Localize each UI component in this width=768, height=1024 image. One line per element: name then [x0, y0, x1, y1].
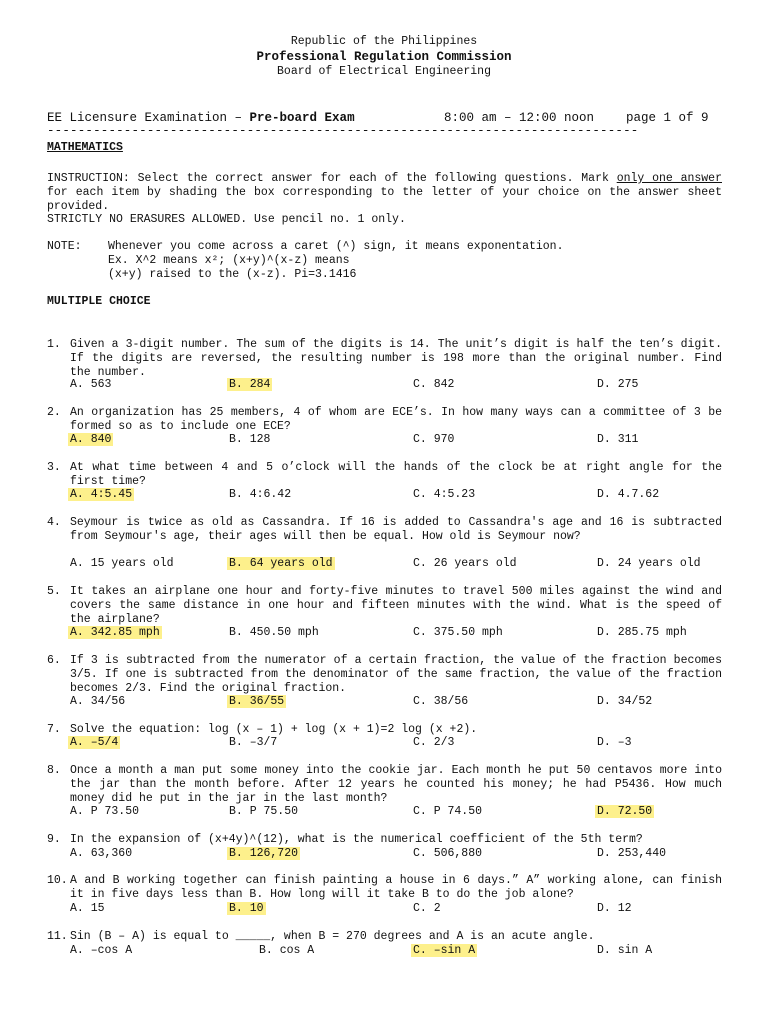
choice-a[interactable]: A. 15 years old: [70, 557, 174, 570]
question-5: [47, 585, 722, 626]
choice-a[interactable]: A. 15: [70, 902, 105, 915]
question-number: 8.: [47, 764, 61, 777]
choice-c[interactable]: C. 842: [413, 378, 455, 391]
exam-title-prefix: EE Licensure Examination –: [47, 111, 250, 125]
choice-a[interactable]: A. 63,360: [70, 847, 133, 860]
choice-c[interactable]: C. 38/56: [413, 695, 469, 708]
question-number: 1.: [47, 338, 61, 351]
choice-b[interactable]: B. 284: [229, 378, 271, 391]
exam-time: 8:00 am – 12:00 noon: [444, 111, 595, 125]
question-8: [47, 764, 722, 805]
choice-a[interactable]: A. 34/56: [70, 695, 126, 708]
choice-b[interactable]: B. cos A: [259, 944, 315, 957]
question-text: Once a month a man put some money into the cookie jar. Each month he put 50 centavos more into the jar than the month before. After 12 years he counted his money; he had P5436. How much money did he put in the jar in the last month?: [70, 764, 722, 805]
choice-d[interactable]: D. 24 years old: [597, 557, 701, 570]
choice-c[interactable]: C. 26 years old: [413, 557, 517, 570]
question-number: 6.: [47, 654, 61, 667]
choice-row: [70, 695, 750, 709]
choice-d[interactable]: D. 12: [597, 902, 632, 915]
choice-d[interactable]: D. 285.75 mph: [597, 626, 687, 639]
choice-row: [70, 626, 750, 640]
choice-b[interactable]: B. 4:6.42: [229, 488, 292, 501]
choice-c[interactable]: C. P 74.50: [413, 805, 483, 818]
choice-row: [70, 902, 750, 916]
question-text: An organization has 25 members, 4 of whom are ECE’s. In how many ways can a committee of 3 be formed so as to include one ECE?: [70, 406, 722, 433]
only-one-answer: only one answer: [616, 172, 722, 185]
question-number: 7.: [47, 723, 61, 736]
choice-b[interactable]: B. 36/55: [229, 695, 285, 708]
question-text: In the expansion of (x+4y)^(12), what is the numerical coefficient of the 5th term?: [70, 833, 643, 846]
note-line-2: Ex. X^2 means x²; (x+y)^(x-z) means: [108, 254, 350, 267]
note-line-1: Whenever you come across a caret (^) sign, it means exponentation.: [108, 240, 564, 253]
question-7: [47, 723, 722, 737]
question-text: Solve the equation: log (x – 1) + log (x + 1)=2 log (x +2).: [70, 723, 478, 736]
choice-c[interactable]: C. 375.50 mph: [413, 626, 503, 639]
choice-c[interactable]: C. 2: [413, 902, 441, 915]
choice-row: [70, 736, 750, 750]
choice-a[interactable]: A. P 73.50: [70, 805, 140, 818]
choice-c[interactable]: C. 2/3: [413, 736, 455, 749]
note-line-3: (x+y) raised to the (x-z). Pi=3.1416: [108, 268, 357, 281]
choice-c[interactable]: C. 970: [413, 433, 455, 446]
choice-d[interactable]: D. 72.50: [597, 805, 653, 818]
instruction-erasure: STRICTLY NO ERASURES ALLOWED. Use pencil no. 1 only.: [47, 213, 406, 226]
choice-a[interactable]: A. 840: [70, 433, 112, 446]
choice-row: [70, 378, 750, 392]
exam-title-bold: Pre-board Exam: [249, 111, 355, 125]
question-text: A and B working together can finish painting a house in 6 days.” A” working alone, can finish it in five days less than B. How long will it take B to do the job alone?: [70, 874, 722, 901]
instruction-text: INSTRUCTION: Select the correct answer for each of the following questions. Mark only one answer for each item by shading the box corresponding to the letter of your choice on the answer sheet provided.: [47, 172, 722, 213]
question-6: [47, 654, 722, 695]
question-text: Sin (B – A) is equal to _____, when B = 270 degrees and A is an acute angle.: [70, 930, 595, 943]
choice-b[interactable]: B. P 75.50: [229, 805, 299, 818]
note-label: NOTE:: [47, 240, 82, 253]
choice-d[interactable]: D. –3: [597, 736, 632, 749]
choice-d[interactable]: D. sin A: [597, 944, 653, 957]
question-11: [47, 930, 722, 944]
choice-a[interactable]: A. 4:5.45: [70, 488, 133, 501]
choice-b[interactable]: B. 450.50 mph: [229, 626, 319, 639]
header-republic: Republic of the Philippines: [290, 35, 478, 48]
header-divider: -----------------------------------------------------------------------------: [47, 124, 639, 138]
question-number: 3.: [47, 461, 61, 474]
choice-b[interactable]: B. 126,720: [229, 847, 299, 860]
header-commission: Professional Regulation Commission: [256, 50, 512, 64]
question-2: [47, 406, 722, 434]
question-number: 4.: [47, 516, 61, 529]
choice-d[interactable]: D. 311: [597, 433, 639, 446]
exam-title: [47, 111, 355, 125]
choice-row: [70, 557, 750, 571]
question-number: 5.: [47, 585, 61, 598]
question-number: 10.: [47, 874, 68, 887]
choice-c[interactable]: C. 506,880: [413, 847, 483, 860]
choice-b[interactable]: B. 10: [229, 902, 264, 915]
choice-a[interactable]: A. –cos A: [70, 944, 133, 957]
choice-a[interactable]: A. 342.85 mph: [70, 626, 160, 639]
question-text: Given a 3-digit number. The sum of the digits is 14. The unit’s digit is half the ten’s digit. If the digits are reversed, the resulting number is 198 more than the original number. Find the number.: [70, 338, 722, 379]
choice-d[interactable]: D. 253,440: [597, 847, 667, 860]
choice-b[interactable]: B. 64 years old: [229, 557, 333, 570]
subsection-title: MULTIPLE CHOICE: [47, 295, 151, 308]
choice-row: [70, 488, 750, 502]
choice-row: [70, 433, 750, 447]
exam-page-number: page 1 of 9: [626, 111, 709, 125]
choice-d[interactable]: D. 4.7.62: [597, 488, 660, 501]
choice-a[interactable]: A. 563: [70, 378, 112, 391]
question-4: [47, 516, 722, 544]
choice-d[interactable]: D. 34/52: [597, 695, 653, 708]
question-text: Seymour is twice as old as Cassandra. If 16 is added to Cassandra's age and 16 is subtracted from Seymour's age, their ages will then be equal. How old is Seymour now?: [70, 516, 722, 543]
choice-a[interactable]: A. –5/4: [70, 736, 119, 749]
choice-b[interactable]: B. 128: [229, 433, 271, 446]
choice-row: [70, 805, 750, 819]
header-board: Board of Electrical Engineering: [277, 65, 491, 78]
question-number: 11.: [47, 930, 68, 943]
question-3: [47, 461, 722, 489]
choice-b[interactable]: B. –3/7: [229, 736, 278, 749]
choice-c[interactable]: C. 4:5.23: [413, 488, 476, 501]
question-text: It takes an airplane one hour and forty-five minutes to travel 500 miles against the wind and covers the same distance in one hour and fifteen minutes with the wind. What is the speed of the airplane?: [70, 585, 722, 626]
question-number: 9.: [47, 833, 61, 846]
question-text: If 3 is subtracted from the numerator of a certain fraction, the value of the fraction becomes 3/5. If one is subtracted from the denominator of the same fraction, the value of the fraction becomes 2/3. Find the original fraction.: [70, 654, 722, 695]
question-10: [47, 874, 722, 902]
choice-row: [70, 847, 750, 861]
choice-c[interactable]: C. –sin A: [413, 944, 476, 957]
question-number: 2.: [47, 406, 61, 419]
choice-d[interactable]: D. 275: [597, 378, 639, 391]
choice-row: [70, 944, 750, 958]
question-text: At what time between 4 and 5 o’clock will the hands of the clock be at right angle for the first time?: [70, 461, 722, 488]
question-1: [47, 338, 722, 379]
question-9: [47, 833, 722, 847]
section-title: MATHEMATICS: [47, 141, 123, 154]
